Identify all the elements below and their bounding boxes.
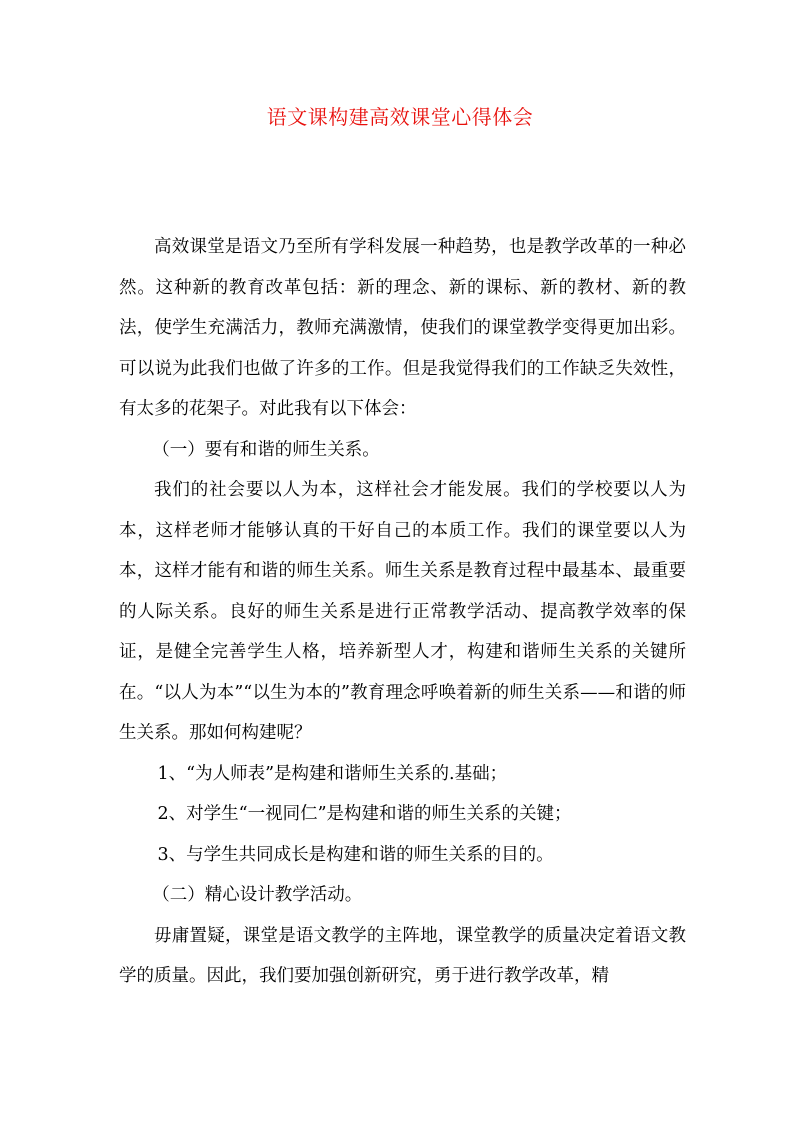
paragraph-relationship: 我们的社会要以人为本，这样社会才能发展。我们的学校要以人为本，这样老师才能够认真的干好自己的本质工作。我们的课堂要以人为本，这样才能有和谐的师生关系。师生关系是教育过程中最基本、最重要的人际关系。良好的师生关系是进行正常教学活动、提高教学效率的保证，是健全完善学生人格，培养新型人才，构建和谐师生关系的关键所在。“以人为本”“以生为本的”教育理念呼唤着新的师生关系——和谐的师生关系。那如何构建呢？ bbox=[119, 480, 686, 743]
list-item-2: 2、对学生“一视同仁”是构建和谐的师生关系的关键； bbox=[157, 804, 572, 824]
document-body bbox=[119, 227, 686, 997]
section-heading-1: （一）要有和谐的师生关系。 bbox=[152, 439, 380, 460]
section-heading-2: （二）精心设计教学活动。 bbox=[152, 885, 363, 905]
paragraph-teaching: 毋庸置疑，课堂是语文教学的主阵地，课堂教学的质量决定着语文教学的质量。因此，我们要加强创新研究，勇于进行教学改革，精 bbox=[119, 925, 686, 986]
list-item-1: 1、“为人师表”是构建和谐师生关系的.基础； bbox=[157, 763, 508, 784]
list-item-3: 3、与学生共同成长是构建和谐的师生关系的目的。 bbox=[157, 844, 554, 865]
document-title: 语文课构建高效课堂心得体会 bbox=[266, 105, 534, 129]
paragraph-intro: 高效课堂是语文乃至所有学科发展一种趋势，也是教学改革的一种必然。这种新的教育改革包括：新的理念、新的课标、新的教材、新的教法，使学生充满活力，教师充满激情，使我们的课堂教学变得更加出彩。可以说为此我们也做了许多的工作。但是我觉得我们的工作缺乏失效性，有太多的花架子。对此我有以下体会： bbox=[119, 237, 686, 419]
